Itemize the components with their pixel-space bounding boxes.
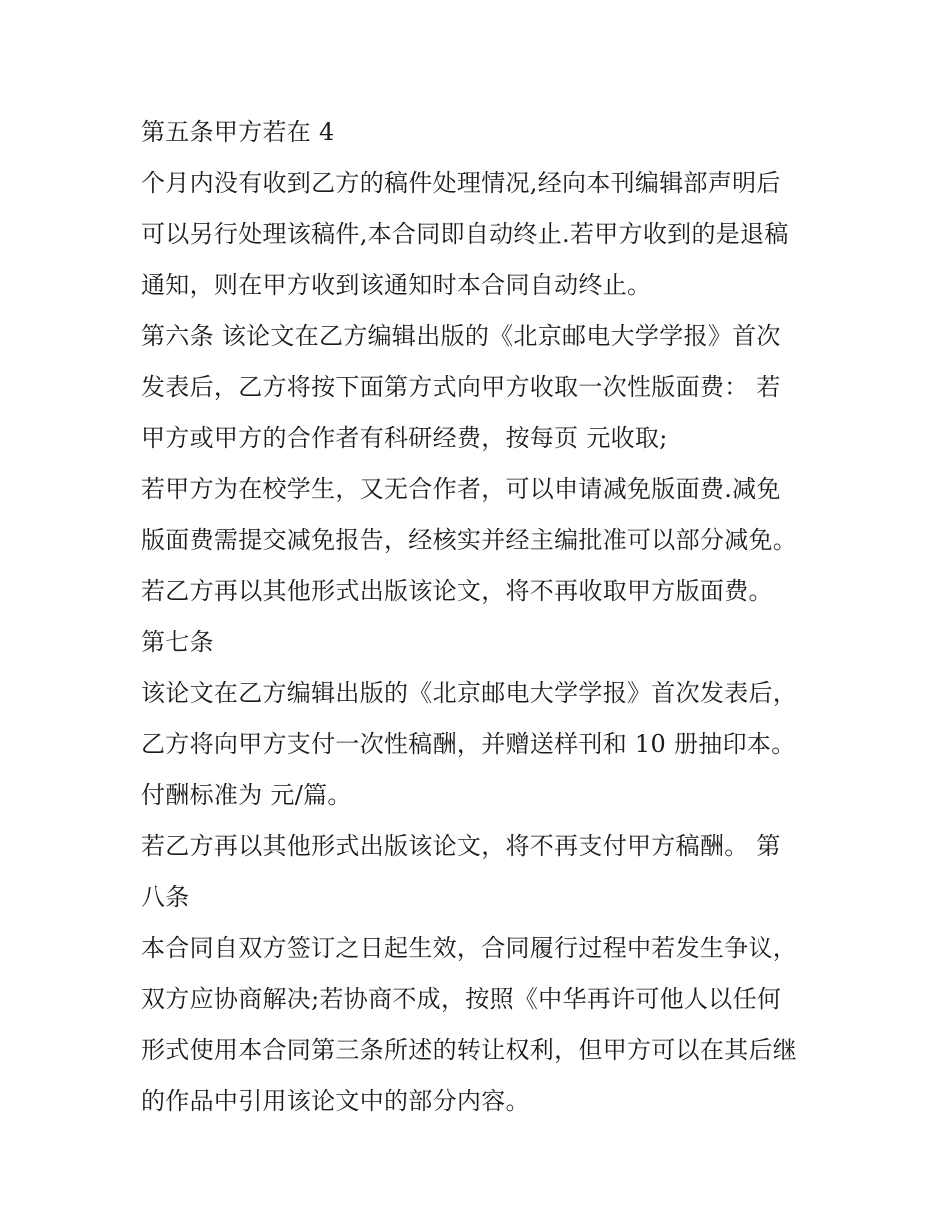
text-line: 形式使用本合同第三条所述的转让权利，但甲方可以在其后继 (141, 1036, 798, 1064)
text-line: 若甲方为在校学生，又无合作者，可以申请减免版面费.减免 (141, 475, 781, 503)
text-line: 第七条 (141, 628, 214, 656)
text-line: 付酬标准为 元/篇。 (141, 781, 352, 809)
text-line: 该论文在乙方编辑出版的《北京邮电大学学报》首次发表后， (141, 679, 798, 707)
text-line: 本合同自双方签订之日起生效，合同履行过程中若发生争议， (141, 934, 798, 962)
text-line: 第五条甲方若在 4 (141, 118, 335, 146)
text-line: 发表后，乙方将按下面第方式向甲方收取一次性版面费： 若 (141, 373, 781, 401)
text-line: 若乙方再以其他形式出版该论文，将不再支付甲方稿酬。 第 (141, 832, 781, 860)
text-line: 个月内没有收到乙方的稿件处理情况,经向本刊编辑部声明后 (141, 169, 781, 197)
text-line: 版面费需提交减免报告，经核实并经主编批准可以部分减免。 (141, 526, 798, 554)
text-line: 可以另行处理该稿件,本合同即自动终止.若甲方收到的是退稿 (141, 220, 789, 248)
text-line: 双方应协商解决;若协商不成，按照《中华再许可他人以任何 (141, 985, 782, 1013)
text-line: 若乙方再以其他形式出版该论文，将不再收取甲方版面费。 (141, 577, 773, 605)
text-line: 乙方将向甲方支付一次性稿酬，并赠送样刊和 10 册抽印本。 (141, 730, 796, 758)
text-line: 通知，则在甲方收到该通知时本合同自动终止。 (141, 271, 652, 299)
text-line: 甲方或甲方的合作者有科研经费，按每页 元收取; (141, 424, 668, 452)
text-line: 八条 (141, 883, 190, 911)
document-body (141, 107, 821, 1127)
text-line: 的作品中引用该论文中的部分内容。 (141, 1087, 530, 1115)
text-line: 第六条 该论文在乙方编辑出版的《北京邮电大学学报》首次 (141, 322, 781, 350)
